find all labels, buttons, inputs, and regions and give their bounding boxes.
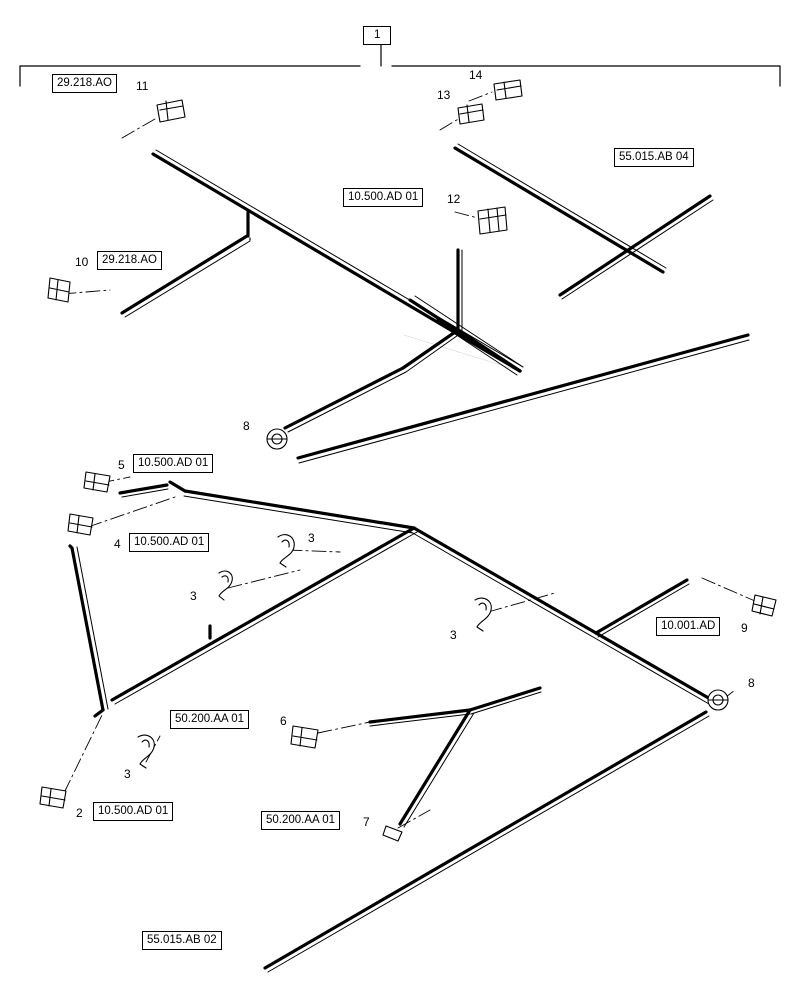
callout-number: 10 [75,255,89,269]
callout-number: 3 [124,767,131,781]
callout-number: 7 [363,815,370,829]
callout-number: 6 [280,714,287,728]
callout-number: 3 [450,628,457,642]
callout-number: 3 [190,589,197,603]
callout-number: 12 [447,192,461,206]
callout-number: 9 [741,621,748,635]
part-label-box: 55.015.AB 02 [142,931,222,950]
sheet-title-box: 1 [363,26,391,45]
callout-number: 2 [76,806,83,820]
part-label-box: 55.015.AB 04 [614,148,694,167]
callout-number: 8 [748,676,755,690]
callout-number: 5 [118,458,125,472]
harness-lower-left [70,482,417,716]
callout-number: 3 [308,531,315,545]
harness-center-cross [370,528,712,827]
harness-upper-main [122,150,523,371]
part-label-box: 10.500.AD 01 [133,454,213,473]
callout-number: 4 [114,537,121,551]
part-label-box: 29.218.AO [97,251,162,270]
callout-number: 13 [437,88,451,102]
part-label-box: 10.500.AD 01 [129,533,209,552]
part-label-box: 50.200.AA 01 [170,710,249,729]
harness-bottom-diagonal [265,712,709,972]
part-label-box: 10.001.AD [656,617,720,636]
sheet-frame-bracket [20,44,780,86]
callout-number: 14 [469,68,483,82]
callout-number: 11 [136,79,149,93]
callout-number: 8 [243,419,250,433]
part-label-box: 50.200.AA 01 [261,811,340,830]
harness-middle-diagonal [298,335,749,463]
part-label-box: 10.500.AD 01 [343,188,423,207]
part-label-box: 29.218.AO [52,74,117,93]
part-label-box: 10.500.AD 01 [93,802,173,821]
